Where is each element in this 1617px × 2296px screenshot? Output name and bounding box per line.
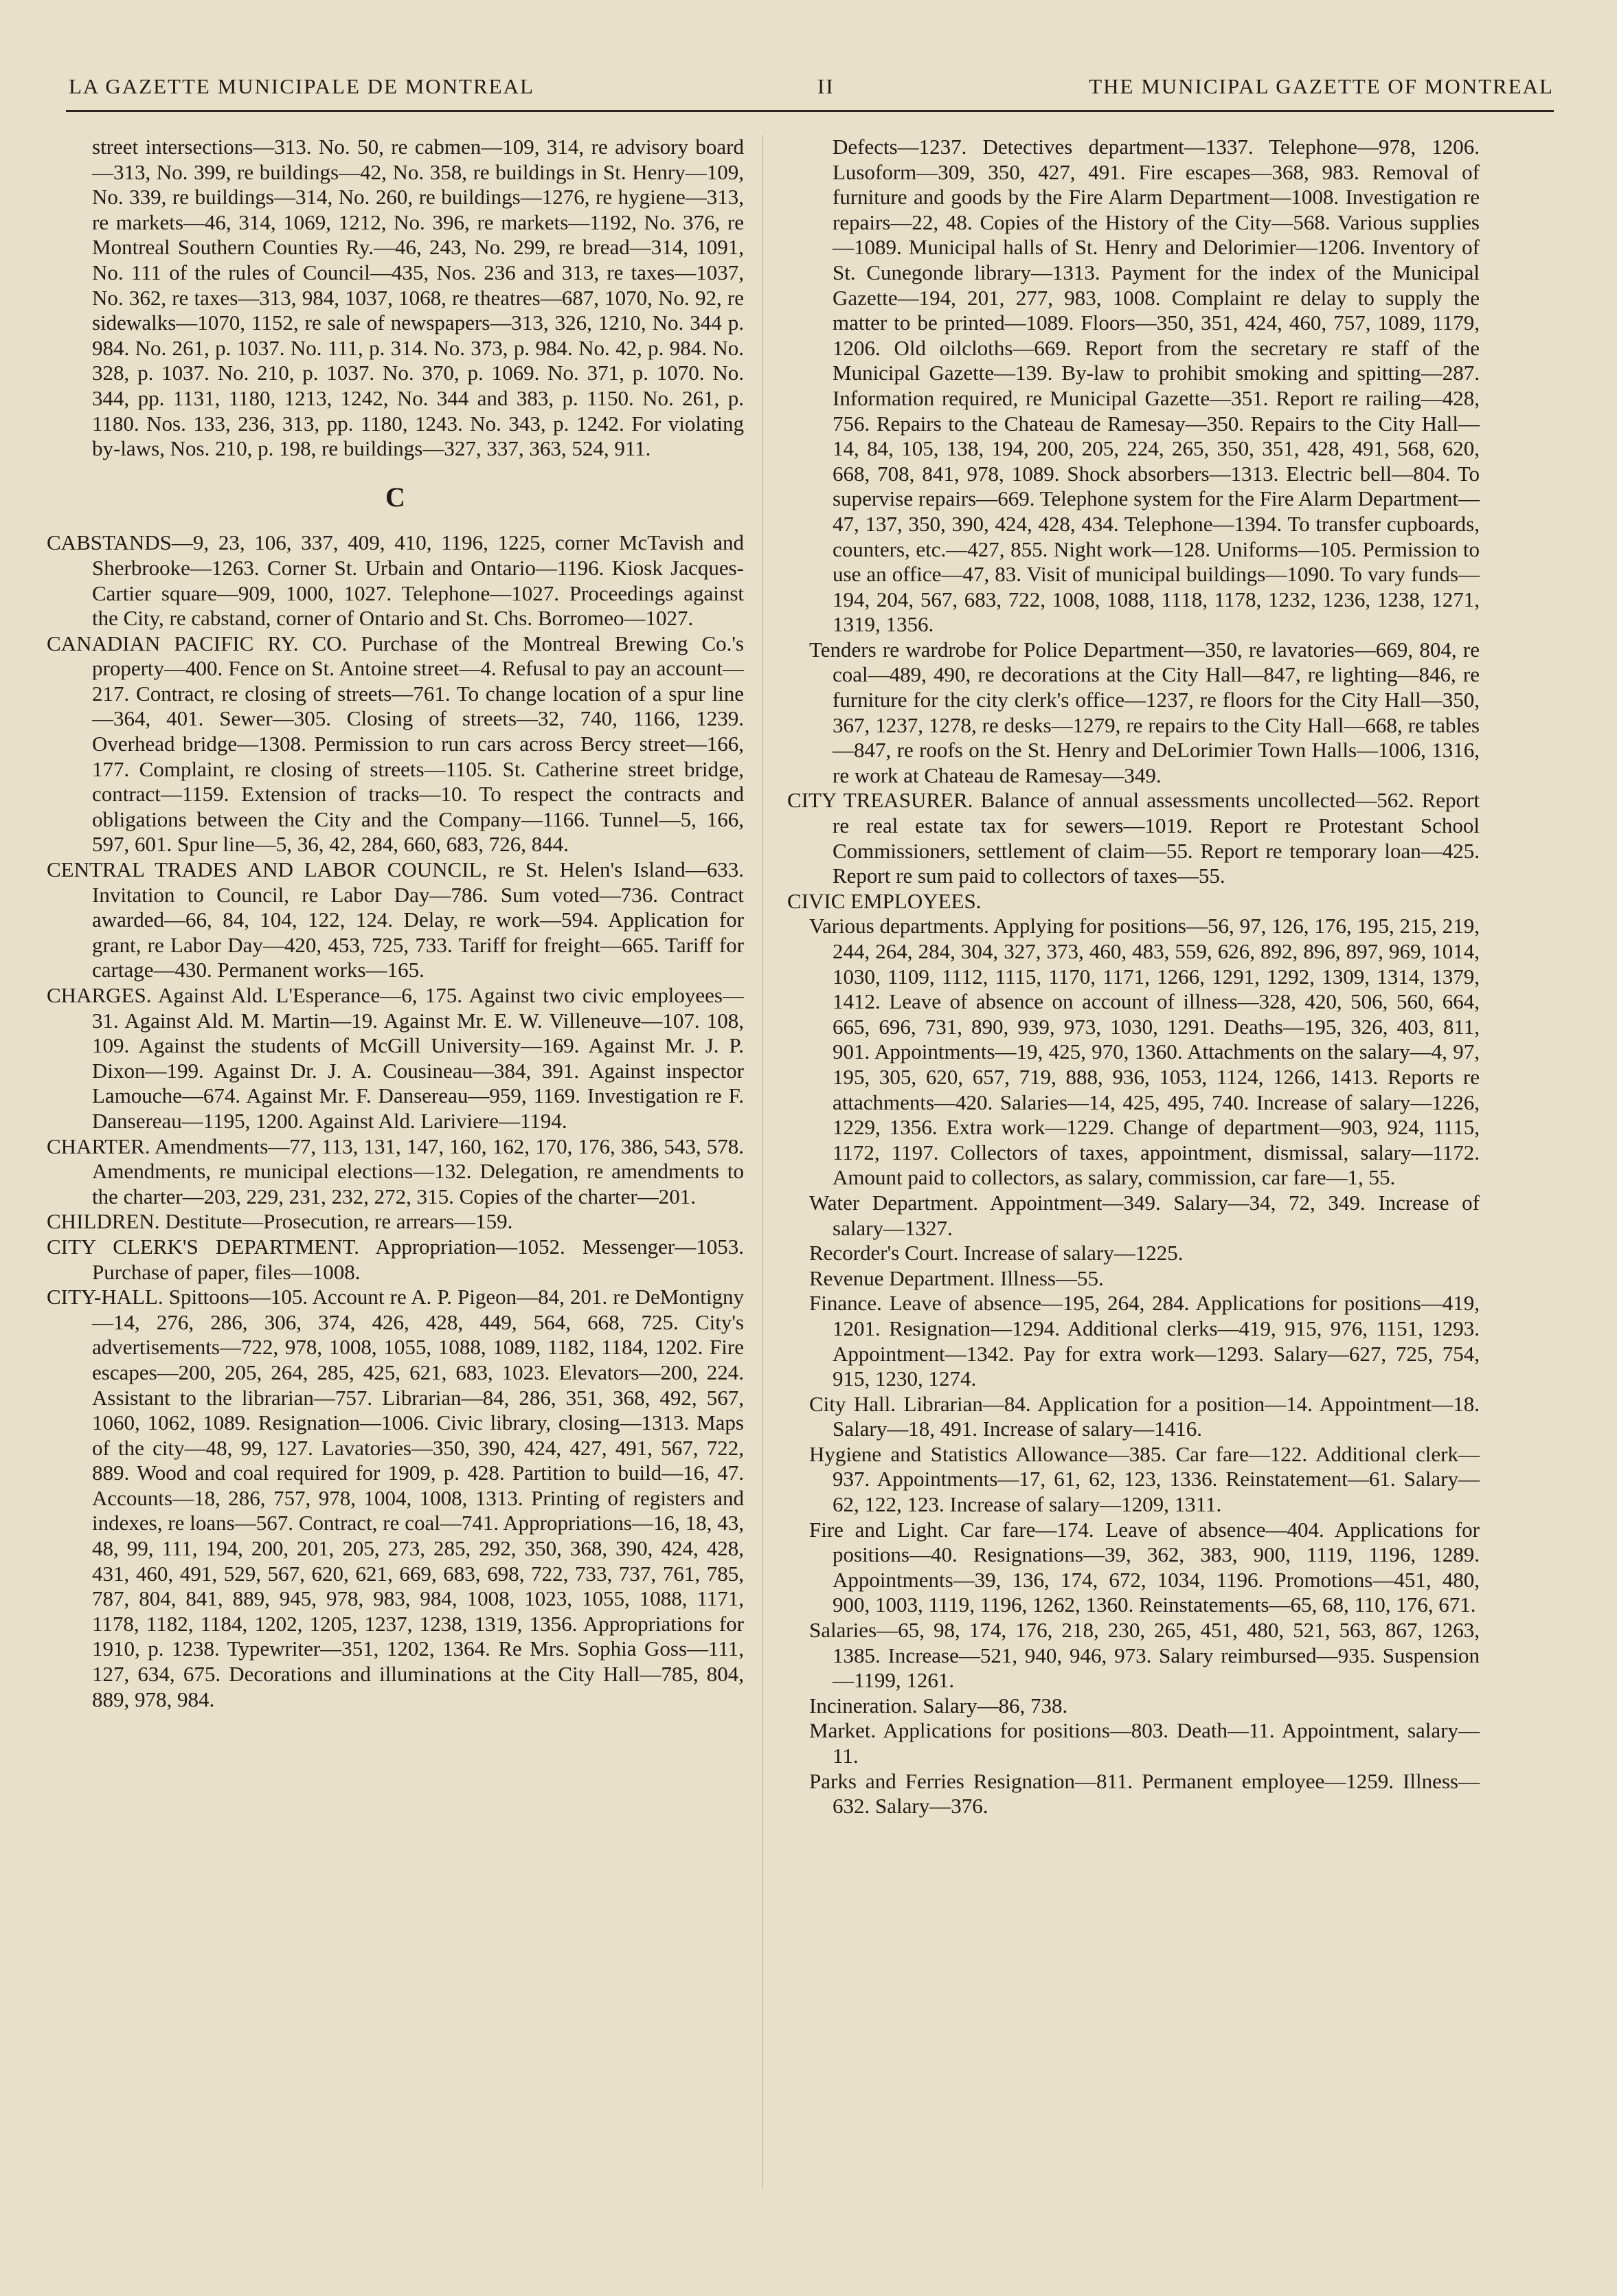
section-letter: C: [385, 481, 405, 513]
page-header: [69, 74, 1554, 110]
index-subentry: Market. Applications for positions—803. Death—11. Appointment, salary—11.: [809, 1718, 1480, 1768]
index-entry: CITY CLERK'S DEPARTMENT. Appropriation—1052. Messenger—1053. Purchase of paper, files—1008.: [47, 1234, 744, 1284]
index-entry: CHILDREN. Destitute—Prosecution, re arrears—159.: [47, 1209, 513, 1234]
index-entry: CIVIC EMPLOYEES.: [787, 888, 982, 913]
header-english-title: THE MUNICIPAL GAZETTE OF MONTREAL: [1089, 74, 1554, 98]
index-subentry: Recorder's Court. Increase of salary—1225.: [809, 1241, 1184, 1265]
index-subentry: Water Department. Appointment—349. Salary—34, 72, 349. Increase of salary—1327.: [809, 1190, 1480, 1240]
page-number: II: [817, 74, 835, 98]
left-column: [47, 135, 744, 1712]
index-subentry: Finance. Leave of absence—195, 264, 284. Applications for positions—419, 1201. Resignation—1294. Additional clerks—419, 915, 976, 1151, 1293. Appointment—1342. Pay for extra work—1293. Salary—627, 725, 754, 915, 1230, 1274.: [809, 1291, 1480, 1391]
index-subentry: Incineration. Salary—86, 738.: [809, 1693, 1068, 1718]
index-subentry: Tenders re wardrobe for Police Department—350, re lavatories—669, 804, re coal—489, 490, re decorations at the City Hall—847, re lighting—846, re furniture for the city clerk's office—1237, re floors for the City Hall—350, 367, 1237, 1278, re desks—1279, re repairs to the City Hall—668, re tables—847, re roofs on the St. Henry and DeLorimier Town Halls—1006, 1316, re work at Chateau de Ramesay—349.: [809, 637, 1480, 787]
right-index-entries: [787, 638, 1480, 1819]
index-entry: CITY TREASURER. Balance of annual assessments uncollected—562. Report re real estate tax for sewers—1019. Report re Protestant School Commissioners, settlement of claim—55. Report re temporary loan—425. Report re sum paid to collectors of taxes—55.: [787, 788, 1480, 888]
header-rule: [66, 110, 1554, 112]
index-entry: CABSTANDS—9, 23, 106, 337, 409, 410, 1196, 1225, corner McTavish and Sherbrooke—1263. Corner St. Urbain and Ontario—1196. Kiosk Jacques-Cartier square—909, 1000, 1027. Telephone—1027. Proceedings against the City, re cabstand, corner of Ontario and St. Chs. Borromeo—1027.: [47, 530, 744, 631]
index-entry: CHARGES. Against Ald. L'Esperance—6, 175. Against two civic employees—31. Against Ald. M. Martin—19. Against Mr. E. W. Villeneuve—107. 108, 109. Against the students of McGill University—169. Against Mr. J. P. Dixon—199. Against Dr. J. A. Cousineau—384, 391. Against inspector Lamouche—674. Against Mr. F. Dansereau—959, 1169. Investigation re F. Dansereau—1195, 1200. Against Ald. Lariviere—1194.: [47, 983, 744, 1133]
right-column: [787, 135, 1480, 1819]
index-subentry: Fire and Light. Car fare—174. Leave of absence—404. Applications for positions—40. Resignations—39, 362, 383, 900, 1119, 1196, 1289. Appointments—39, 136, 174, 672, 1034, 1196. Promotions—451, 480, 900, 1003, 1119, 1196, 1262, 1360. Reinstatements—65, 68, 110, 176, 671.: [809, 1517, 1480, 1617]
index-entry: CITY-HALL. Spittoons—105. Account re A. P. Pigeon—84, 201. re DeMontigny—14, 276, 286, 306, 374, 426, 428, 449, 564, 668, 725. City's advertisements—722, 978, 1008, 1055, 1088, 1089, 1182, 1184, 1202. Fire escapes—200, 205, 264, 285, 425, 621, 683, 1023. Elevators—200, 224. Assistant to the librarian—757. Librarian—84, 286, 351, 368, 492, 567, 1060, 1062, 1089. Resignation—1006. Civic library, closing—1313. Maps of the city—48, 99, 127. Lavatories—350, 390, 424, 427, 491, 567, 722, 889. Wood and coal required for 1909, p. 428. Partition to build—16, 47. Accounts—18, 286, 757, 978, 1004, 1008, 1313. Printing of registers and indexes, re loans—567. Contract, re coal—741. Appropriations—16, 18, 43, 48, 99, 111, 194, 200, 201, 205, 273, 285, 292, 350, 368, 390, 424, 428, 431, 460, 491, 529, 567, 620, 621, 669, 683, 698, 722, 733, 737, 761, 785, 787, 804, 841, 889, 945, 978, 983, 984, 1008, 1023, 1055, 1088, 1171, 1178, 1182, 1184, 1202, 1205, 1237, 1238, 1319, 1356. Appropriations for 1910, p. 1238. Typewriter—351, 1202, 1364. Re Mrs. Sophia Goss—111, 127, 634, 675. Decorations and illuminations at the City Hall—785, 804, 889, 978, 984.: [47, 1285, 744, 1711]
index-subentry: City Hall. Librarian—84. Application for a position—14. Appointment—18. Salary—18, 491. Increase of salary—1416.: [809, 1391, 1480, 1441]
index-subentry: Revenue Department. Illness—55.: [809, 1265, 1104, 1290]
index-subentry: Hygiene and Statistics Allowance—385. Car fare—122. Additional clerk—937. Appointments—17, 61, 62, 123, 1336. Reinstatement—61. Salary—62, 122, 123. Increase of salary—1209, 1311.: [809, 1441, 1480, 1517]
index-subentry: Various departments. Applying for positions—56, 97, 126, 176, 195, 215, 219, 244, 264, 284, 304, 327, 373, 460, 483, 559, 626, 892, 896, 897, 969, 1014, 1030, 1109, 1112, 1115, 1170, 1171, 1266, 1291, 1292, 1309, 1314, 1379, 1412. Leave of absence on account of illness—328, 420, 506, 560, 664, 665, 696, 731, 890, 939, 973, 1030, 1291. Deaths—195, 326, 403, 811, 901. Appointments—19, 425, 970, 1360. Attachments on the salary—4, 97, 195, 305, 620, 657, 719, 888, 936, 1053, 1124, 1266, 1413. Reports re attachments—420. Salaries—14, 425, 495, 740. Increase of salary—1226, 1229, 1356. Extra work—1229. Change of department—903, 924, 1115, 1172, 1197. Collectors of taxes, appointment, dismissal, salary—1172. Amount paid to collectors, as salary, commission, car fare—1, 55.: [809, 914, 1480, 1190]
index-entry: CENTRAL TRADES AND LABOR COUNCIL, re St. Helen's Island—633. Invitation to Council, re Labor Day—786. Sum voted—736. Contract awarded—66, 84, 104, 122, 124. Delay, re work—594. Application for grant, re Labor Day—420, 453, 725, 733. Tariff for freight—665. Tariff for cartage—430. Permanent works—165.: [47, 857, 744, 982]
index-entry: CANADIAN PACIFIC RY. CO. Purchase of the Montreal Brewing Co.'s property—400. Fence on St. Antoine street—4. Refusal to pay an account—217. Contract, re closing of streets—761. To change location of a spur line—364, 401. Sewer—305. Closing of streets—32, 740, 1166, 1239. Overhead bridge—1308. Permission to run cars across Bercy street—166, 177. Complaint, re closing of streets—1105. St. Catherine street bridge, contract—1159. Extension of tracks—10. To respect the contracts and obligations between the City and the Company—1166. Tunnel—5, 166, 597, 601. Spur line—5, 36, 42, 284, 660, 683, 726, 844.: [47, 631, 744, 857]
index-entry: CHARTER. Amendments—77, 113, 131, 147, 160, 162, 170, 176, 386, 543, 578. Amendments, re municipal elections—132. Delegation, re amendments to the charter—203, 229, 231, 232, 272, 315. Copies of the charter—201.: [47, 1134, 744, 1208]
continued-entry: street intersections—313. No. 50, re cabmen—109, 314, re advisory board—313, No. 399, re buildings—42, No. 358, re buildings in St. Henry—109, No. 339, re buildings—314, No. 260, re buildings—1276, re hygiene—313, re markets—46, 314, 1069, 1212, No. 396, re markets—1192, No. 376, re Montreal Southern Counties Ry.—46, 243, No. 299, re bread—314, 1091, No. 111 of the rules of Council—435, Nos. 236 and 313, re taxes—1037, No. 362, re taxes—313, 984, 1037, 1068, re theatres—687, 1070, No. 92, re sidewalks—1070, 1152, re sale of newspapers—313, 326, 1210, No. 344 p. 984. No. 261, p. 1037. No. 111, p. 314. No. 373, p. 984. No. 42, p. 984. No. 328, p. 1037. No. 210, p. 1037. No. 370, p. 1069. No. 371, p. 1070. No. 344, pp. 1131, 1180, 1213, 1242, No. 344 and 383, p. 1150. No. 261, p. 1180. Nos. 133, 236, 313, pp. 1180, 1243. No. 343, p. 1242. For violating by-laws, Nos. 210, p. 198, re buildings—327, 337, 363, 524, 911.: [92, 135, 744, 461]
index-subentry: Parks and Ferries Resignation—811. Permanent employee—1259. Illness—632. Salary—376.: [809, 1768, 1480, 1819]
left-index-entries: [47, 530, 744, 1712]
column-divider: [762, 135, 763, 2189]
index-subentry: Salaries—65, 98, 174, 176, 218, 230, 265, 451, 480, 521, 563, 867, 1263, 1385. Increase—521, 940, 946, 973. Salary reimbursed—935. Suspension—1199, 1261.: [809, 1618, 1480, 1693]
header-french-title: LA GAZETTE MUNICIPALE DE MONTREAL: [69, 74, 534, 98]
continued-entry: Defects—1237. Detectives department—1337. Telephone—978, 1206. Lusoform—309, 350, 427, 491. Fire escapes—368, 983. Removal of furniture and goods by the Fire Alarm Department—1008. Investigation re repairs—22, 48. Copies of the History of the City—568. Various supplies—1089. Municipal halls of St. Henry and Delorimier—1206. Inventory of St. Cunegonde library—1313. Payment for the index of the Municipal Gazette—194, 201, 277, 983, 1008. Complaint re delay to supply the matter to be printed—1089. Floors—350, 351, 424, 460, 757, 1089, 1179, 1206. Old oilcloths—669. Report from the secretary re staff of the Municipal Gazette—139. By-law to prohibit smoking and spitting—287. Information required, re Municipal Gazette—351. Report re railing—428, 756. Repairs to the Chateau de Ramesay—350. Repairs to the City Hall—14, 84, 105, 138, 194, 200, 205, 224, 265, 350, 351, 428, 491, 568, 620, 668, 708, 841, 978, 1089. Shock absorbers—1313. Electric bell—804. To supervise repairs—669. Telephone system for the Fire Alarm Department—47, 137, 350, 390, 424, 428, 434. Telephone—1394. To transfer cupboards, counters, etc.—427, 855. Night work—128. Uniforms—105. Permission to use an office—47, 83. Visit of municipal buildings—1090. To vary funds—194, 204, 567, 683, 722, 1008, 1088, 1118, 1178, 1232, 1236, 1238, 1271, 1319, 1356.: [833, 135, 1480, 637]
